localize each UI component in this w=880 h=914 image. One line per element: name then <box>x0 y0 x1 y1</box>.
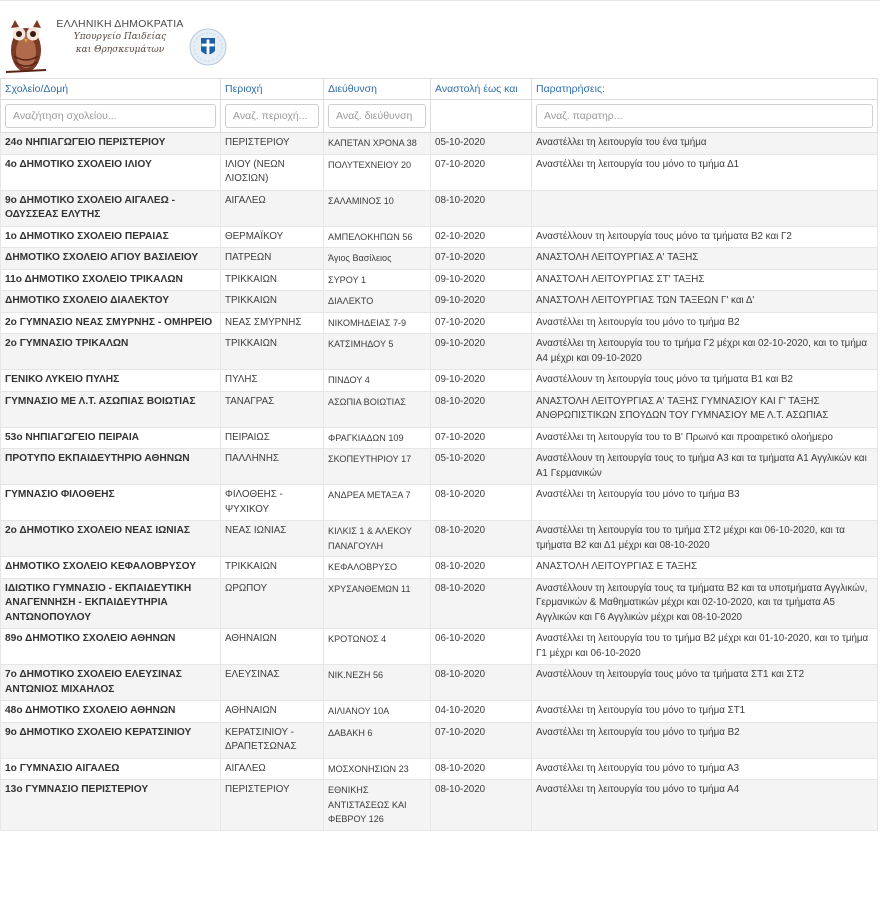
notes-cell: Αναστέλλουν τη λειτουργία τους μόνο τα τμήματα Β2 και Γ2 <box>532 226 878 248</box>
address-cell: ΑΣΩΠΙΑ ΒΟΙΩΤΙΑΣ <box>324 391 431 427</box>
school-name-cell: 2ο ΓΥΜΝΑΣΙΟ ΝΕΑΣ ΣΜΥΡΝΗΣ - ΟΜΗΡΕΙΟ <box>1 312 221 334</box>
table-row <box>1 391 878 427</box>
suspension-date-cell: 09-10-2020 <box>431 269 532 291</box>
area-cell: ΦΙΛΟΘΕΗΣ - ΨΥΧΙΚΟΥ <box>221 485 324 521</box>
suspension-date-cell: 08-10-2020 <box>431 521 532 557</box>
address-cell: ΠΟΛΥΤΕΧΝΕΙΟΥ 20 <box>324 154 431 190</box>
table-row <box>1 226 878 248</box>
school-name-cell: 11ο ΔΗΜΟΤΙΚΟ ΣΧΟΛΕΙΟ ΤΡΙΚΑΛΩΝ <box>1 269 221 291</box>
notes-cell: Αναστέλλει τη λειτουργία του μόνο το τμήμα Α4 <box>532 780 878 831</box>
address-cell: ΜΟΣΧΟΝΗΣΙΩΝ 23 <box>324 758 431 780</box>
school-name-cell: 53ο ΝΗΠΙΑΓΩΓΕΙΟ ΠΕΙΡΑΙΑ <box>1 427 221 449</box>
address-cell: Άγιος Βασίλειος <box>324 248 431 270</box>
table-row <box>1 370 878 392</box>
address-cell: ΑΜΠΕΛΟΚΗΠΩΝ 56 <box>324 226 431 248</box>
address-search-input[interactable] <box>328 104 426 128</box>
address-cell: ΑΙΛΙΑΝΟΥ 10Α <box>324 701 431 723</box>
table-row <box>1 758 878 780</box>
address-cell: ΕΘΝΙΚΗΣ ΑΝΤΙΣΤΑΣΕΩΣ ΚΑΙ ΦΕΒΡΟΥ 126 <box>324 780 431 831</box>
address-cell: ΣΚΟΠΕΥΤΗΡΙΟΥ 17 <box>324 449 431 485</box>
area-cell: ΩΡΩΠΟΥ <box>221 578 324 629</box>
notes-cell: ΑΝΑΣΤΟΛΗ ΛΕΙΤΟΥΡΓΙΑΣ ΤΩΝ ΤΑΞΕΩΝ Γ' και Δ' <box>532 291 878 313</box>
table-body <box>1 133 878 831</box>
notes-cell: Αναστέλλει τη λειτουργία του μόνο το τμήμα Α3 <box>532 758 878 780</box>
column-header-suspension-date[interactable]: Αναστολή έως και <box>431 79 532 100</box>
notes-cell: ΑΝΑΣΤΟΛΗ ΛΕΙΤΟΥΡΓΙΑΣ Ε ΤΑΞΗΣ <box>532 557 878 579</box>
table-row <box>1 557 878 579</box>
suspension-date-cell: 04-10-2020 <box>431 701 532 723</box>
suspension-date-cell: 08-10-2020 <box>431 557 532 579</box>
column-header-address[interactable]: Διεύθυνση <box>324 79 431 100</box>
notes-cell: Αναστέλλει τη λειτουργία του μόνο το τμήμα Β2 <box>532 312 878 334</box>
notes-filter-cell <box>532 100 878 133</box>
notes-cell: ΑΝΑΣΤΟΛΗ ΛΕΙΤΟΥΡΓΙΑΣ Α' ΤΑΞΗΣ <box>532 248 878 270</box>
school-search-input[interactable] <box>5 104 216 128</box>
school-name-cell: 24ο ΝΗΠΙΑΓΩΓΕΙΟ ΠΕΡΙΣΤΕΡΙΟΥ <box>1 133 221 155</box>
address-cell: ΝΙΚ.ΝΕΖΗ 56 <box>324 665 431 701</box>
school-name-cell: 9ο ΔΗΜΟΤΙΚΟ ΣΧΟΛΕΙΟ ΚΕΡΑΤΣΙΝΙΟΥ <box>1 722 221 758</box>
area-cell: ΤΡΙΚΚΑΙΩΝ <box>221 334 324 370</box>
suspension-date-cell: 08-10-2020 <box>431 391 532 427</box>
area-cell: ΚΕΡΑΤΣΙΝΙΟΥ - ΔΡΑΠΕΤΣΩΝΑΣ <box>221 722 324 758</box>
notes-cell: Αναστέλλει τη λειτουργία του το Β' Πρωινό και προαιρετικό ολοήμερο <box>532 427 878 449</box>
area-cell: ΠΕΙΡΑΙΩΣ <box>221 427 324 449</box>
suspension-date-cell: 08-10-2020 <box>431 665 532 701</box>
area-cell: ΤΑΝΑΓΡΑΣ <box>221 391 324 427</box>
notes-cell: Αναστέλλει τη λειτουργία του το τμήμα ΣΤ2 μέχρι και 06-10-2020, και τα τμήματα Β2 και Δ1 μέχρι και 08-10-2020 <box>532 521 878 557</box>
school-name-cell: ΔΗΜΟΤΙΚΟ ΣΧΟΛΕΙΟ ΔΙΑΛΕΚΤΟΥ <box>1 291 221 313</box>
table-row <box>1 722 878 758</box>
address-cell: ΣΥΡΟΥ 1 <box>324 269 431 291</box>
table-row <box>1 154 878 190</box>
table-row <box>1 665 878 701</box>
table-header-row <box>1 79 878 100</box>
area-cell: ΤΡΙΚΚΑΙΩΝ <box>221 269 324 291</box>
table-row <box>1 133 878 155</box>
school-name-cell: 89ο ΔΗΜΟΤΙΚΟ ΣΧΟΛΕΙΟ ΑΘΗΝΩΝ <box>1 629 221 665</box>
table-row <box>1 334 878 370</box>
school-name-cell: 1ο ΔΗΜΟΤΙΚΟ ΣΧΟΛΕΙΟ ΠΕΡΑΙΑΣ <box>1 226 221 248</box>
school-name-cell: 1ο ΓΥΜΝΑΣΙΟ ΑΙΓΑΛΕΩ <box>1 758 221 780</box>
suspension-date-cell: 05-10-2020 <box>431 449 532 485</box>
area-cell: ΑΙΓΑΛΕΩ <box>221 190 324 226</box>
school-name-cell: 13ο ΓΥΜΝΑΣΙΟ ΠΕΡΙΣΤΕΡΙΟΥ <box>1 780 221 831</box>
school-name-cell: ΠΡΟΤΥΠΟ ΕΚΠΑΙΔΕΥΤΗΡΙΟ ΑΘΗΝΩΝ <box>1 449 221 485</box>
address-cell: ΚΡΟΤΩΝΟΣ 4 <box>324 629 431 665</box>
area-search-input[interactable] <box>225 104 319 128</box>
area-cell: ΠΑΛΛΗΝΗΣ <box>221 449 324 485</box>
column-header-area[interactable]: Περιοχή <box>221 79 324 100</box>
area-cell: ΠΑΤΡΕΩΝ <box>221 248 324 270</box>
address-cell: ΚΙΛΚΙΣ 1 & ΑΛΕΚΟΥ ΠΑΝΑΓΟΥΛΗ <box>324 521 431 557</box>
suspension-date-cell: 09-10-2020 <box>431 291 532 313</box>
notes-cell: Αναστέλλουν τη λειτουργία τους μόνο τα τμήματα Β1 και Β2 <box>532 370 878 392</box>
address-cell: ΔΑΒΑΚΗ 6 <box>324 722 431 758</box>
notes-cell: Αναστέλλουν τη λειτουργία τους το τμήμα Α3 και τα τμήματα Α1 Αγγλικών και Α1 Γερμανικών <box>532 449 878 485</box>
area-cell: ΤΡΙΚΚΑΙΩΝ <box>221 557 324 579</box>
table-row <box>1 701 878 723</box>
notes-cell: Αναστέλλει τη λειτουργία του μόνο το τμήμα ΣΤ1 <box>532 701 878 723</box>
area-cell: ΝΕΑΣ ΙΩΝΙΑΣ <box>221 521 324 557</box>
suspension-date-cell: 08-10-2020 <box>431 780 532 831</box>
school-name-cell: ΓΥΜΝΑΣΙΟ ΦΙΛΟΘΕΗΣ <box>1 485 221 521</box>
ministry-title-block <box>50 18 190 57</box>
area-cell: ΑΘΗΝΑΙΩΝ <box>221 629 324 665</box>
ministry-name-line2: και Θρησκευμάτων <box>75 45 165 55</box>
notes-cell: Αναστέλλει τη λειτουργία του ένα τμήμα <box>532 133 878 155</box>
table-row <box>1 485 878 521</box>
address-cell: ΦΡΑΓΚΙΑΔΩΝ 109 <box>324 427 431 449</box>
area-cell: ΝΕΑΣ ΣΜΥΡΝΗΣ <box>221 312 324 334</box>
school-name-cell: 48ο ΔΗΜΟΤΙΚΟ ΣΧΟΛΕΙΟ ΑΘΗΝΩΝ <box>1 701 221 723</box>
address-cell: ΑΝΔΡΕΑ ΜΕΤΑΞΑ 7 <box>324 485 431 521</box>
owl-logo-icon <box>2 12 50 76</box>
suspension-date-cell: 08-10-2020 <box>431 190 532 226</box>
address-cell: ΧΡΥΣΑΝΘΕΜΩΝ 11 <box>324 578 431 629</box>
notes-cell: Αναστέλλει τη λειτουργία του το τμήμα Γ2 μέχρι και 02-10-2020, και το τμήμα Α4 μέχρι και 09-10-2020 <box>532 334 878 370</box>
notes-cell: ΑΝΑΣΤΟΛΗ ΛΕΙΤΟΥΡΓΙΑΣ Α' ΤΑΞΗΣ ΓΥΜΝΑΣΙΟΥ ΚΑΙ Γ' ΤΑΞΗΣ ΑΝΘΡΩΠΙΣΤΙΚΩΝ ΣΠΟΥΔΩΝ ΤΟΥ ΓΥΜΝΑΣΙΟΥ ΜΕ Λ.Τ. ΑΣΩΠΙΑΣ <box>532 391 878 427</box>
school-closures-table <box>0 78 878 831</box>
table-row <box>1 578 878 629</box>
table-row <box>1 521 878 557</box>
table-row <box>1 190 878 226</box>
suspension-date-cell: 05-10-2020 <box>431 133 532 155</box>
suspension-date-cell: 09-10-2020 <box>431 370 532 392</box>
column-header-school[interactable]: Σχολείο/Δομή <box>1 79 221 100</box>
ministry-header <box>0 2 880 78</box>
school-name-cell: ΔΗΜΟΤΙΚΟ ΣΧΟΛΕΙΟ ΚΕΦΑΛΟΒΡΥΣΟΥ <box>1 557 221 579</box>
table-row <box>1 629 878 665</box>
school-name-cell: ΔΗΜΟΤΙΚΟ ΣΧΟΛΕΙΟ ΑΓΙΟΥ ΒΑΣΙΛΕΙΟΥ <box>1 248 221 270</box>
school-filter-cell <box>1 100 221 133</box>
suspension-date-cell: 07-10-2020 <box>431 427 532 449</box>
table-row <box>1 291 878 313</box>
filter-row <box>1 100 878 133</box>
school-name-cell: 2ο ΔΗΜΟΤΙΚΟ ΣΧΟΛΕΙΟ ΝΕΑΣ ΙΩΝΙΑΣ <box>1 521 221 557</box>
school-name-cell: 7ο ΔΗΜΟΤΙΚΟ ΣΧΟΛΕΙΟ ΕΛΕΥΣΙΝΑΣ ΑΝΤΩΝΙΟΣ ΜΙΧΑΗΛΟΣ <box>1 665 221 701</box>
table-row <box>1 427 878 449</box>
address-cell: ΚΑΤΣΙΜΗΔΟΥ 5 <box>324 334 431 370</box>
republic-label: ΕΛΛΗΝΙΚΗ ΔΗΜΟΚΡΑΤΙΑ <box>56 18 184 30</box>
suspension-date-cell: 07-10-2020 <box>431 154 532 190</box>
area-cell: ΑΙΓΑΛΕΩ <box>221 758 324 780</box>
top-border <box>0 0 880 1</box>
area-filter-cell <box>221 100 324 133</box>
table-row <box>1 449 878 485</box>
column-header-notes[interactable]: Παρατηρήσεις: <box>532 79 878 100</box>
suspension-date-cell: 08-10-2020 <box>431 578 532 629</box>
school-name-cell: 9ο ΔΗΜΟΤΙΚΟ ΣΧΟΛΕΙΟ ΑΙΓΑΛΕΩ - ΟΔΥΣΣΕΑΣ ΕΛΥΤΗΣ <box>1 190 221 226</box>
area-cell: ΠΕΡΙΣΤΕΡΙΟΥ <box>221 133 324 155</box>
table-row <box>1 312 878 334</box>
notes-cell: Αναστέλλουν τη λειτουργία τους μόνο τα τμήματα ΣΤ1 και ΣΤ2 <box>532 665 878 701</box>
address-cell: ΠΙΝΔΟΥ 4 <box>324 370 431 392</box>
area-cell: ΘΕΡΜΑΪΚΟΥ <box>221 226 324 248</box>
notes-cell: ΑΝΑΣΤΟΛΗ ΛΕΙΤΟΥΡΓΙΑΣ ΣΤ' ΤΑΞΗΣ <box>532 269 878 291</box>
suspension-date-cell: 09-10-2020 <box>431 334 532 370</box>
school-name-cell: 2ο ΓΥΜΝΑΣΙΟ ΤΡΙΚΑΛΩΝ <box>1 334 221 370</box>
area-cell: ΕΛΕΥΣΙΝΑΣ <box>221 665 324 701</box>
school-name-cell: ΓΥΜΝΑΣΙΟ ΜΕ Λ.Τ. ΑΣΩΠΙΑΣ ΒΟΙΩΤΙΑΣ <box>1 391 221 427</box>
ministry-name-line1: Υπουργείο Παιδείας <box>73 32 167 42</box>
area-cell: ΙΛΙΟΥ (ΝΕΩΝ ΛΙΟΣΙΩΝ) <box>221 154 324 190</box>
address-cell: ΝΙΚΟΜΗΔΕΙΑΣ 7-9 <box>324 312 431 334</box>
address-cell: ΔΙΑΛΕΚΤΟ <box>324 291 431 313</box>
suspension-date-cell: 07-10-2020 <box>431 312 532 334</box>
address-filter-cell <box>324 100 431 133</box>
suspension-date-cell: 08-10-2020 <box>431 758 532 780</box>
table-row <box>1 780 878 831</box>
school-name-cell: ΙΔΙΩΤΙΚΟ ΓΥΜΝΑΣΙΟ - ΕΚΠΑΙΔΕΥΤΙΚΗ ΑΝΑΓΕΝΝΗΣΗ - ΕΚΠΑΙΔΕΥΤΗΡΙΑ ΑΝΤΩΝΟΠΟΥΛΟΥ <box>1 578 221 629</box>
table-row <box>1 248 878 270</box>
address-cell: ΚΕΦΑΛΟΒΡΥΣΟ <box>324 557 431 579</box>
notes-cell: Αναστέλλει τη λειτουργία του μόνο το τμήμα Δ1 <box>532 154 878 190</box>
suspension-date-cell: 07-10-2020 <box>431 248 532 270</box>
notes-cell: Αναστέλλει τη λειτουργία του μόνο το τμήμα Β2 <box>532 722 878 758</box>
notes-search-input[interactable] <box>536 104 873 128</box>
area-cell: ΠΥΛΗΣ <box>221 370 324 392</box>
date-filter-cell-empty <box>431 100 532 133</box>
notes-cell: Αναστέλλει τη λειτουργία του το τμήμα Β2 μέχρι και 01-10-2020, και το τμήμα Γ1 μέχρι και 06-10-2020 <box>532 629 878 665</box>
table-row <box>1 269 878 291</box>
area-cell: ΤΡΙΚΚΑΙΩΝ <box>221 291 324 313</box>
area-cell: ΑΘΗΝΑΙΩΝ <box>221 701 324 723</box>
hellenic-cross-seal-icon <box>188 27 228 67</box>
suspension-date-cell: 02-10-2020 <box>431 226 532 248</box>
notes-cell: Αναστέλλει τη λειτουργία του μόνο το τμήμα Β3 <box>532 485 878 521</box>
address-cell: ΚΑΠΕΤΑΝ ΧΡΟΝΑ 38 <box>324 133 431 155</box>
area-cell: ΠΕΡΙΣΤΕΡΙΟΥ <box>221 780 324 831</box>
notes-cell <box>532 190 878 226</box>
school-name-cell: 4ο ΔΗΜΟΤΙΚΟ ΣΧΟΛΕΙΟ ΙΛΙΟΥ <box>1 154 221 190</box>
notes-cell: Αναστέλλουν τη λειτουργία τους τα τμήματα Β2 και τα υποτμήματα Αγγλικών, Γερμανικών & Μαθηματικών μέχρι και 02-10-2020, και τα τμήματα Α5 Αγγλικών και Γ6 Αγγλικών μέχρι και 08-10-2020 <box>532 578 878 629</box>
school-name-cell: ΓΕΝΙΚΟ ΛΥΚΕΙΟ ΠΥΛΗΣ <box>1 370 221 392</box>
address-cell: ΣΑΛΑΜΙΝΟΣ 10 <box>324 190 431 226</box>
suspension-date-cell: 07-10-2020 <box>431 722 532 758</box>
suspension-date-cell: 06-10-2020 <box>431 629 532 665</box>
suspension-date-cell: 08-10-2020 <box>431 485 532 521</box>
